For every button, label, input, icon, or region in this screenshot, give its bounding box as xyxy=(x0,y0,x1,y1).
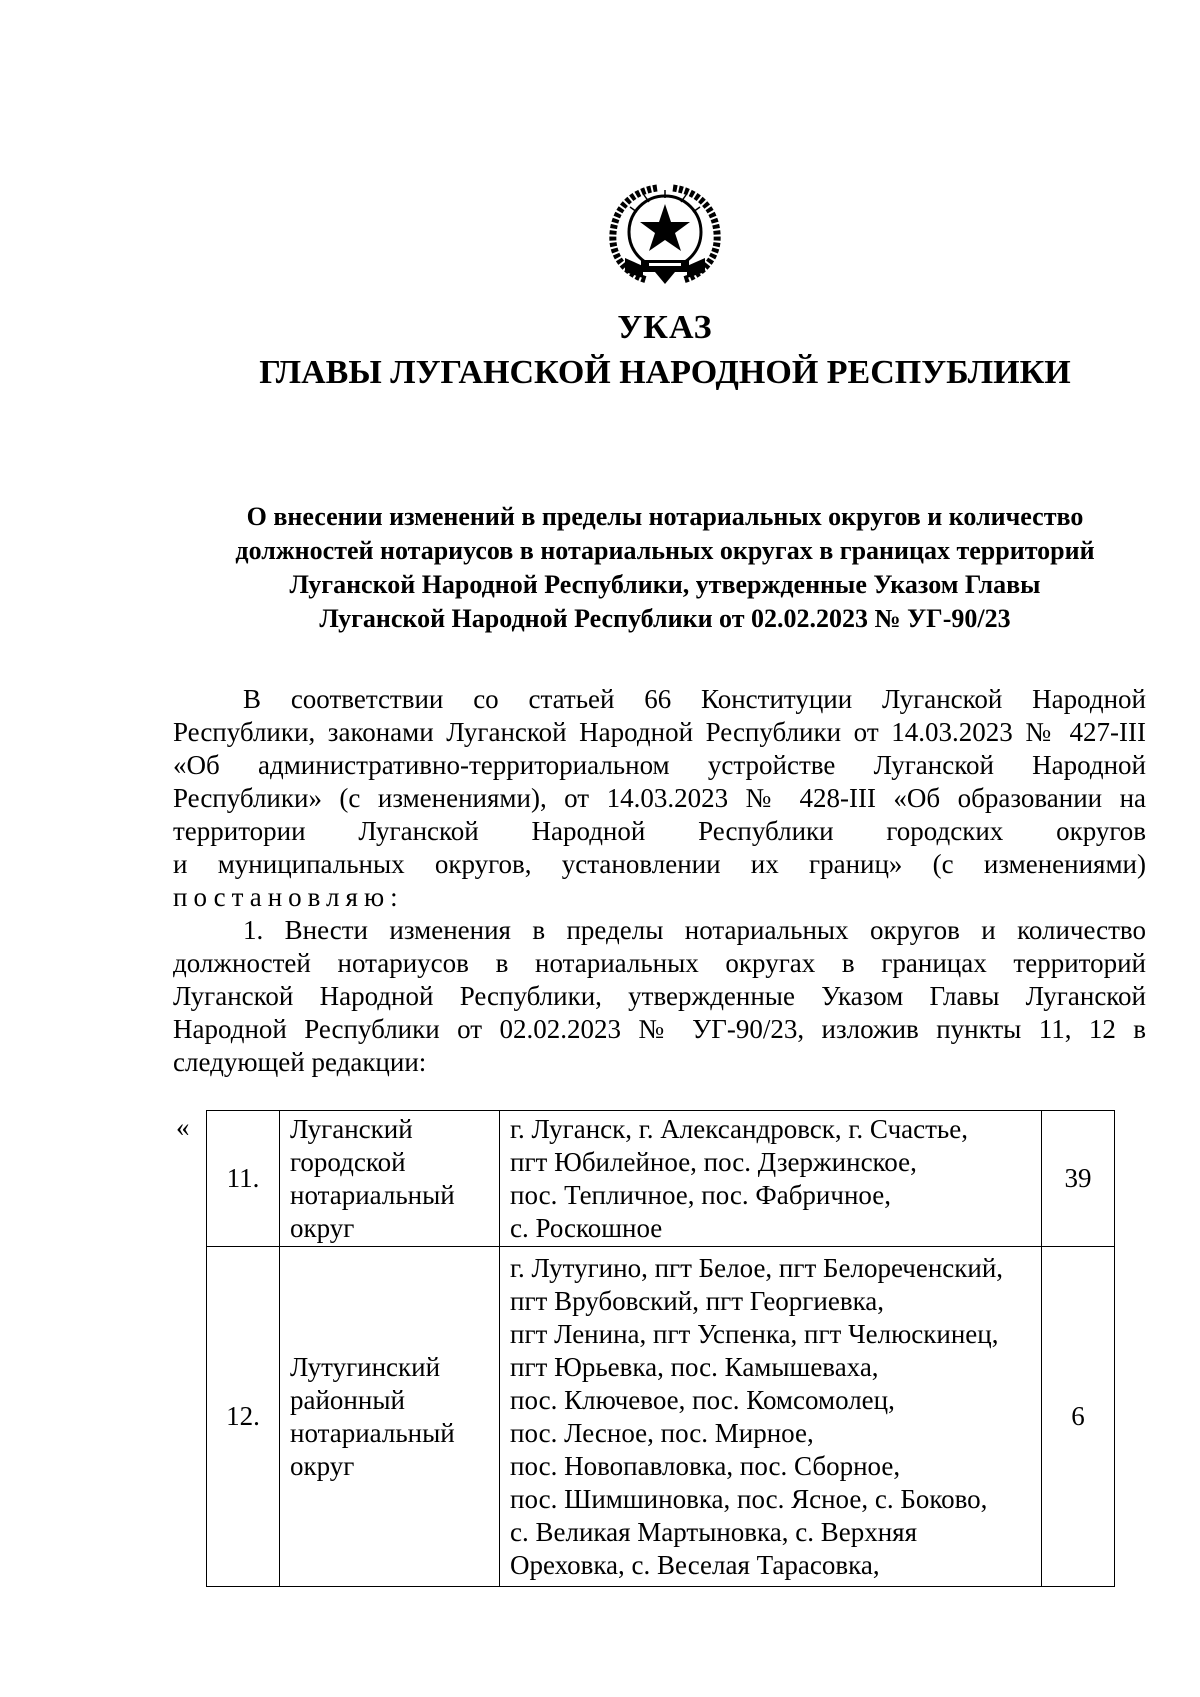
decree-subject xyxy=(150,500,1180,636)
settlements-cell xyxy=(500,1111,1042,1247)
row-number: 11. xyxy=(207,1111,280,1247)
body-line: Луганской Народной Республики, утвержденные Указом Главы Луганской xyxy=(173,981,1146,1011)
district-name-cell xyxy=(280,1111,500,1247)
body-line: В соответствии со статьей 66 Конституции Луганской Народной xyxy=(243,684,1146,714)
settlements-line: пгт Ленина, пгт Успенка, пгт Челюскинец, xyxy=(510,1318,999,1349)
settlements-line: пос. Шимшиновка, пос. Ясное, с. Боково, xyxy=(510,1483,988,1514)
subject-line: Луганской Народной Республики от 02.02.2023 № УГ-90/23 xyxy=(319,604,1011,633)
table-row xyxy=(207,1247,1115,1587)
subject-line: должностей нотариусов в нотариальных округах в границах территорий xyxy=(235,536,1095,565)
decree-body xyxy=(173,683,1146,1079)
notary-districts-table xyxy=(206,1110,1115,1587)
settlements-line: Ореховка, с. Веселая Тарасовка, xyxy=(510,1549,880,1580)
notary-count-cell xyxy=(1042,1111,1115,1247)
district-name-line: округ xyxy=(290,1212,355,1243)
settlements-line: с. Роскошное xyxy=(510,1212,663,1243)
body-line: территории Луганской Народной Республики городских округов xyxy=(173,816,1146,846)
body-line: Народной Республики от 02.02.2023 № УГ-90/23, изложив пункты 11, 12 в xyxy=(173,1014,1146,1044)
settlements-line: г. Луганск, г. Александровск, г. Счастье, xyxy=(510,1113,968,1144)
row-number: 12. xyxy=(207,1247,280,1587)
body-line: Республики, законами Луганской Народной Республики от 14.03.2023 № 427-III xyxy=(173,717,1146,747)
notary-count: 39 xyxy=(1064,1163,1092,1193)
settlements-line: пгт Врубовский, пгт Георгиевка, xyxy=(510,1285,885,1316)
district-name-line: Лутугинский xyxy=(290,1351,441,1382)
body-line: должностей нотариусов в нотариальных округах в границах территорий xyxy=(173,948,1146,978)
body-line: «Об административно-территориальном устройстве Луганской Народной xyxy=(173,750,1146,780)
notary-count: 6 xyxy=(1071,1401,1085,1431)
decree-title: УКАЗ xyxy=(617,309,713,346)
table-row xyxy=(207,1111,1115,1247)
subject-line: Луганской Народной Республики, утвержденные Указом Главы xyxy=(289,570,1041,599)
district-name-line: городской xyxy=(290,1146,406,1177)
body-line: 1. Внести изменения в пределы нотариальных округов и количество xyxy=(243,915,1146,945)
body-line: Республики» (с изменениями), от 14.03.2023 № 428-III «Об образовании на xyxy=(173,783,1146,813)
settlements-line: пгт Юрьевка, пос. Камышеваха, xyxy=(510,1351,879,1382)
coat-of-arms-emblem xyxy=(597,180,733,286)
district-name-line: районный xyxy=(290,1384,405,1415)
open-quote-mark: « xyxy=(176,1112,190,1142)
settlements-line: пгт Юбилейное, пос. Дзержинское, xyxy=(510,1146,917,1177)
settlements-line: пос. Новопавловка, пос. Сборное, xyxy=(510,1450,901,1481)
settlements-line: с. Великая Мартыновка, с. Верхняя xyxy=(510,1516,917,1547)
district-name-line: нотариальный xyxy=(290,1179,455,1210)
subject-line: О внесении изменений в пределы нотариальных округов и количество xyxy=(246,502,1084,531)
district-name-line: округ xyxy=(290,1450,355,1481)
district-name-cell xyxy=(280,1247,500,1587)
settlements-line: г. Лутугино, пгт Белое, пгт Белореченский, xyxy=(510,1252,1004,1283)
body-line: следующей редакции: xyxy=(173,1047,427,1077)
settlements-line: пос. Ключевое, пос. Комсомолец, xyxy=(510,1384,895,1415)
body-line: и муниципальных округов, установлении их границ» (с изменениями) xyxy=(173,849,1146,879)
decree-issuer-title: ГЛАВЫ ЛУГАНСКОЙ НАРОДНОЙ РЕСПУБЛИКИ xyxy=(259,354,1071,391)
district-name-line: Луганский xyxy=(290,1113,413,1144)
settlements-line: пос. Тепличное, пос. Фабричное, xyxy=(510,1179,891,1210)
district-name-line: нотариальный xyxy=(290,1417,455,1448)
settlements-line: пос. Лесное, пос. Мирное, xyxy=(510,1417,814,1448)
settlements-cell xyxy=(500,1247,1042,1587)
decree-verb: постановляю: xyxy=(173,882,404,912)
notary-count-cell xyxy=(1042,1247,1115,1587)
